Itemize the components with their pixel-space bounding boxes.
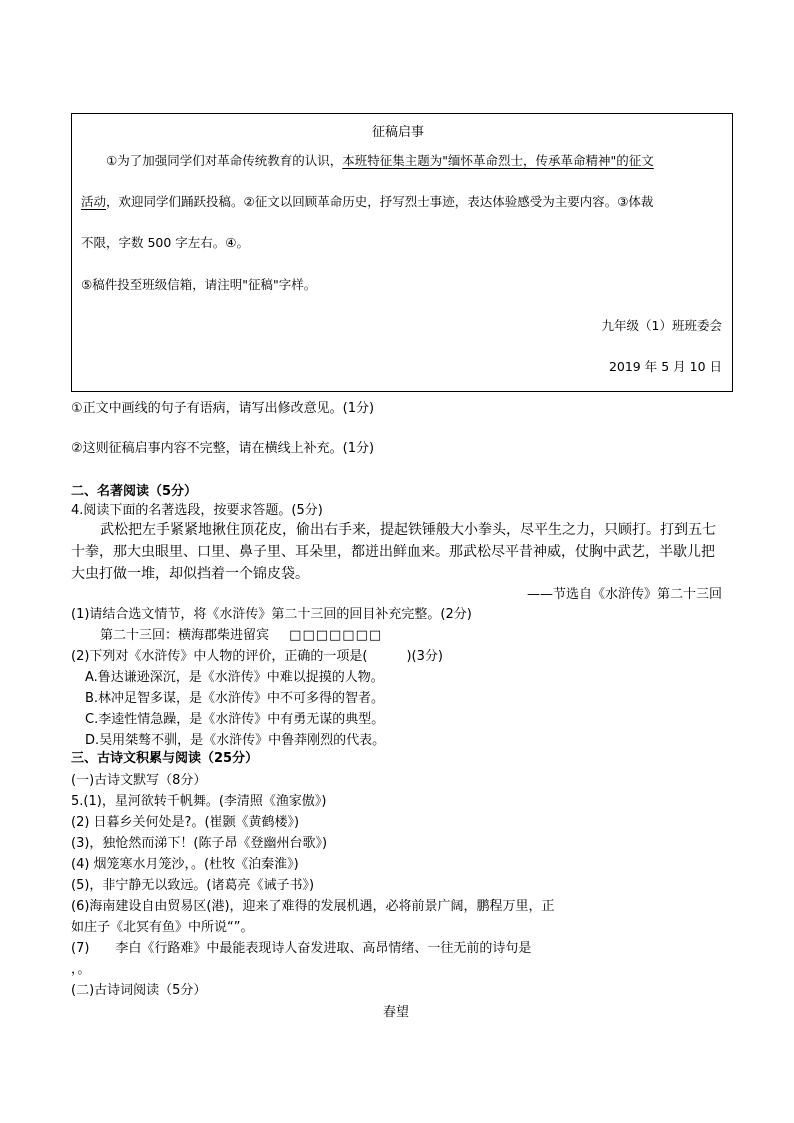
notice-title: 征稿启事 xyxy=(372,125,425,140)
notice-text: ，欢迎同学们踊跃投稿。②征文以回顾革命历史，抒写烈士事迹，表达体验感受为主要内容。③体裁 xyxy=(106,194,654,209)
poem-title: 春望 xyxy=(383,1005,410,1020)
passage-line-3: 大虫打做一堆，却似挡着一个锦皮袋。 xyxy=(71,566,309,582)
notice-date: 2019 年 5 月 10 日 xyxy=(608,359,722,374)
option-b: B.林冲足智多谋，是《水浒传》中不可多得的智者。 xyxy=(85,691,385,706)
dictation-line-1: 5.(1)，星河欲转千帆舞。(李清照《渔家傲》) xyxy=(71,794,327,809)
passage-line-1: 武松把左手紧紧地揪住顶花皮，偷出右手来，提起铁锤般大小拳头，尽平生之力，只顾打。打到五七 xyxy=(100,522,716,538)
dictation-line-3: (3)，独怆然而涕下！(陈子昂《登幽州台歌》) xyxy=(71,836,328,851)
passage-line-2: 十拳，那大虫眼里、口里、鼻子里、耳朵里，都迸出鲜血来。那武松尽平昔神威，仗胸中武艺，半歇儿把 xyxy=(71,544,715,560)
notice-paragraph-4: ⑤稿件投至班级信箱，请注明"征稿"字样。 xyxy=(81,277,317,292)
passage-source: ——节选自《水浒传》第二十三回 xyxy=(526,587,722,602)
dictation-line-5: (5)，非宁静无以致远。(诸葛亮《诫子书》) xyxy=(71,878,315,893)
chapter-title-text: 第二十三回：横海郡柴进留宾 xyxy=(100,628,270,643)
notice-underlined-sentence: 本班特征集主题为"缅怀革命烈士，传承革命精神"的征文 xyxy=(342,153,654,168)
subsection-dictation: (一)古诗文默写（8分） xyxy=(71,773,207,788)
dictation-line-8: (7) 李白《行路难》中最能表现诗人奋发进取、高昂情绪、一往无前的诗句是 xyxy=(71,941,532,956)
option-a: A.鲁达谦逊深沉，是《水浒传》中难以捉摸的人物。 xyxy=(85,670,384,685)
notice-text: ①为了加强同学们对革命传统教育的认识， xyxy=(106,153,343,168)
dictation-line-7: 如庄子《北冥有鱼》中所说“”。 xyxy=(71,920,254,935)
notice-signature: 九年级（1）班班委会 xyxy=(601,318,722,333)
dictation-line-9: ，。 xyxy=(71,962,91,977)
notice-paragraph-3: 不限，字数 500 字左右。④。 xyxy=(81,235,250,250)
option-c: C.李逵性情急躁，是《水浒传》中有勇无谋的典型。 xyxy=(85,712,385,727)
section-3-heading: 三、古诗文积累与阅读（25分） xyxy=(71,751,259,766)
question-notice-2: ②这则征稿启事内容不完整，请在横线上补充。(1分) xyxy=(71,441,375,456)
notice-paragraph-1 xyxy=(106,151,654,169)
question-4-2: (2)下列对《水浒传》中人物的评价，正确的一项是( )(3分) xyxy=(71,649,443,664)
question-notice-1: ①正文中画线的句子有语病，请写出修改意见。(1分) xyxy=(71,401,375,416)
question-4: 4.阅读下面的名著选段，按要求答题。(5分) xyxy=(71,503,323,518)
subsection-poetry: (二)古诗词阅读（5分） xyxy=(71,983,207,998)
notice-paragraph-2 xyxy=(81,192,653,210)
dictation-line-4: (4) 烟笼寒水月笼沙，。(杜牧《泊秦淮》) xyxy=(71,857,299,872)
question-4-1-answer-line xyxy=(100,624,382,643)
section-2-heading: 二、名著阅读（5分） xyxy=(71,484,198,499)
notice-underlined-sentence-end: 活动 xyxy=(81,194,107,209)
dictation-line-2: (2) 日暮乡关何处是?。(崔颢《黄鹤楼》) xyxy=(71,815,300,830)
dictation-line-6: (6)海南建设自由贸易区(港)，迎来了难得的发展机遇，必将前景广阔，鹏程万里，正 xyxy=(71,899,555,914)
question-4-1: (1)请结合选文情节，将《水浒传》第二十三回的回目补充完整。(2分) xyxy=(71,607,472,622)
answer-boxes[interactable]: □□□□□□□ xyxy=(289,628,383,643)
option-d: D.吴用桀骜不驯，是《水浒传》中鲁莽刚烈的代表。 xyxy=(85,733,386,748)
